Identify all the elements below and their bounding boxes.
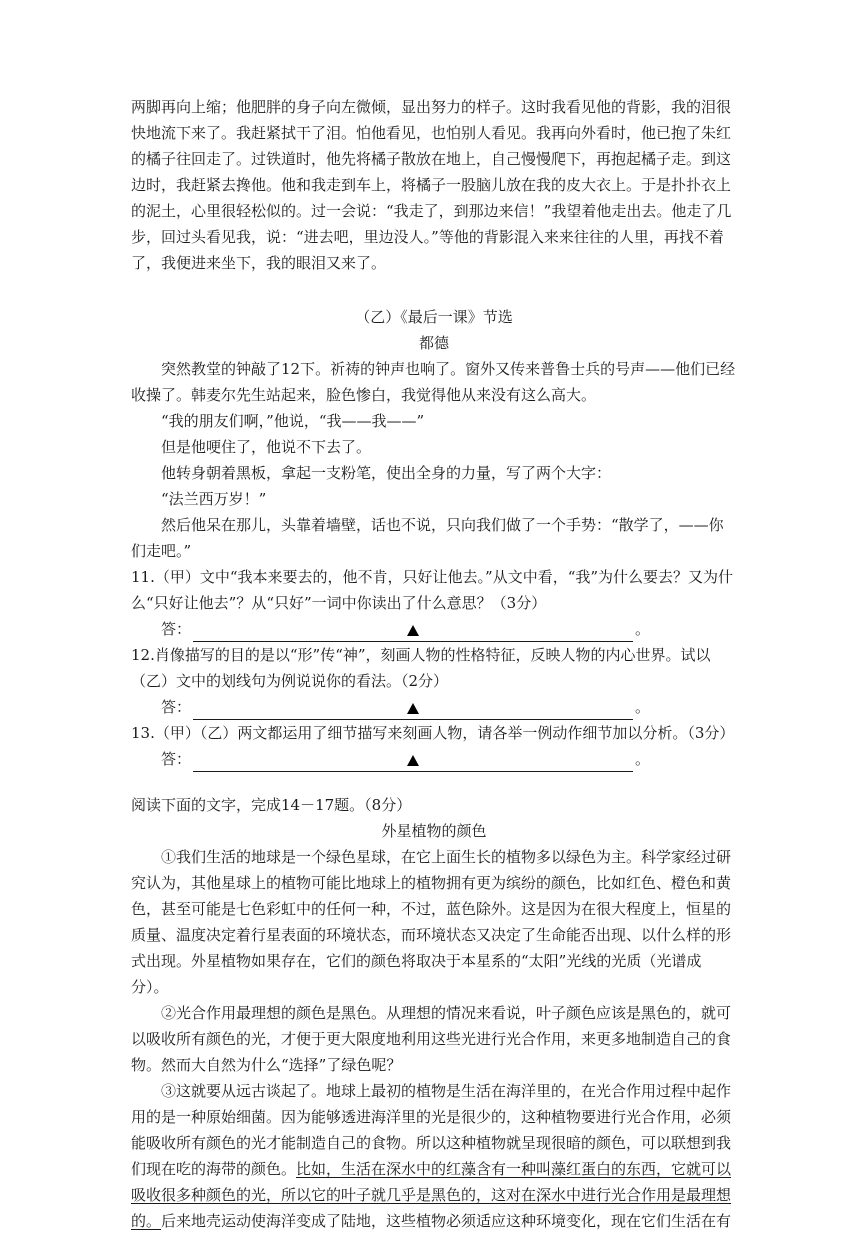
answer-blank[interactable] [193,624,633,642]
triangle-marker-icon [407,625,419,636]
passage-yi-paragraph: 他转身朝着黑板，拿起一支粉笔，使出全身的力量，写了两个大字： [161,464,612,482]
answer-line-12[interactable] [131,694,737,720]
answer-label: 答： [161,698,192,716]
answer-line-11[interactable] [131,616,737,642]
question-11: 11.（甲）文中“我本来要去的，他不肯，只好让他去。”从文中看，“我”为什么要去？又为什么“只好让他去”？从“只好”一词中你读出了什么意思？（3分） [131,568,734,612]
answer-label: 答： [161,750,192,768]
triangle-marker-icon [407,703,419,714]
passage-yi-paragraph: 但是他哽住了，他说不下去了。 [161,438,372,456]
passage-yi-paragraph: “法兰西万岁！” [161,490,267,508]
passage-jia-tail: 两脚再向上缩；他肥胖的身子向左微倾，显出努力的样子。这时我看见他的背影，我的泪很快地流下来了。我赶紧拭干了泪。怕他看见，也怕别人看见。我再向外看时，他已抱了朱红的橘子往回走了。过铁道时，他先将橘子散放在地上，自己慢慢爬下，再抱起橘子走。到这边时，我赶紧去搀他。他和我走到车上，将橘子一股脑儿放在我的皮大衣上。于是扑扑衣上的泥土，心里很轻松似的。过一会说：“我走了，到那边来信！”我望着他走出去。他走了几步，回过头看见我，说：“进去吧，里边没人。”等他的背影混入来来往往的人里，再找不着了，我便进来坐下，我的眼泪又来了。 [131,98,732,272]
spacer [131,772,737,792]
passage-yi-title: （乙）《最后一课》节选 [355,308,513,326]
answer-label: 答： [161,620,192,638]
underlined-sentence: 比如，生活在深水中的红藻含有一种叫藻红蛋白的东西，它就可以吸收很多种颜色的光，所以它的叶子就几乎是黑色的，这对在深水中进行光合作用是最理想的。 [131,1160,732,1230]
paragraph-text: 后来地壳运动使海洋变成了陆地，这些植物必须适应这种环境变化，现在它们生活在有 [161,1212,732,1230]
triangle-marker-icon [407,755,419,766]
reading2-paragraph-1: ①我们生活的地球是一个绿色星球，在它上面生长的植物多以绿色为主。科学家经过研究认为，其他星球上的植物可能比地球上的植物拥有更为缤纷的颜色，比如红色、橙色和黄色，甚至可能是七色彩虹中的任何一种，不过，蓝色除外。这是因为在很大程度上，恒星的质量、温度决定着行星表面的环境状态，而环境状态又决定了生命能否出现、以什么样的形式出现。外星植物如果存在，它们的颜色将取决于本星系的“太阳”光线的光质（光谱成分）。 [131,848,732,996]
paragraph-text: ③这就要从远古谈起了。地球上最初的植物是生活在海洋里的，在光合作用过程中起作用的是一种原始细菌。因为能够透进海洋里的光是很少的，这种植物要进行光合作用，必须能吸收所有颜色的光才能制造自己的食物。所以这种植物就呈现很暗的颜色，可以联想到我们现在吃的海带的颜色。 [131,1082,732,1178]
answer-line-13[interactable] [131,746,737,772]
reading2-title: 外星植物的颜色 [381,822,487,840]
passage-yi-paragraph: 然后他呆在那儿，头靠着墙壁，话也不说，只向我们做了一个手势：“散学了，——你们走吧。” [131,516,724,560]
passage-yi-paragraph: “我的朋友们啊，”他说，“我——我——” [161,412,425,430]
reading2-paragraph-2: ②光合作用最理想的颜色是黑色。从理想的情况来看说，叶子颜色应该是黑色的，就可以吸收所有颜色的光，才便于更大限度地利用这些光进行光合作用，来更多地制造自己的食物。然而大自然为什么“选择”了绿色呢？ [131,1004,732,1074]
answer-end: 。 [635,698,651,716]
question-13: 13.（甲）（乙）两文都运用了细节描写来刻画人物，请各举一例动作细节加以分析。（3分） [131,724,735,742]
passage-yi-paragraph: 突然教堂的钟敲了12下。祈祷的钟声也响了。窗外又传来普鲁士兵的号声——他们已经收操了。韩麦尔先生站起来，脸色惨白，我觉得他从来没有这么高大。 [131,360,736,404]
reading2-paragraph-3 [131,1078,737,1234]
reading2-intro: 阅读下面的文字，完成14－17题。（8分） [131,796,412,814]
passage-yi-author: 都德 [418,334,449,352]
question-12: 12.肖像描写的目的是以“形”传“神”，刻画人物的性格特征，反映人物的内心世界。试以（乙）文中的划线句为例说说你的看法。（2分） [131,646,711,690]
answer-end: 。 [635,620,651,638]
answer-end: 。 [635,750,651,768]
spacer [131,276,737,304]
answer-blank[interactable] [193,702,633,720]
exam-page [131,94,737,1234]
answer-blank[interactable] [193,754,633,772]
